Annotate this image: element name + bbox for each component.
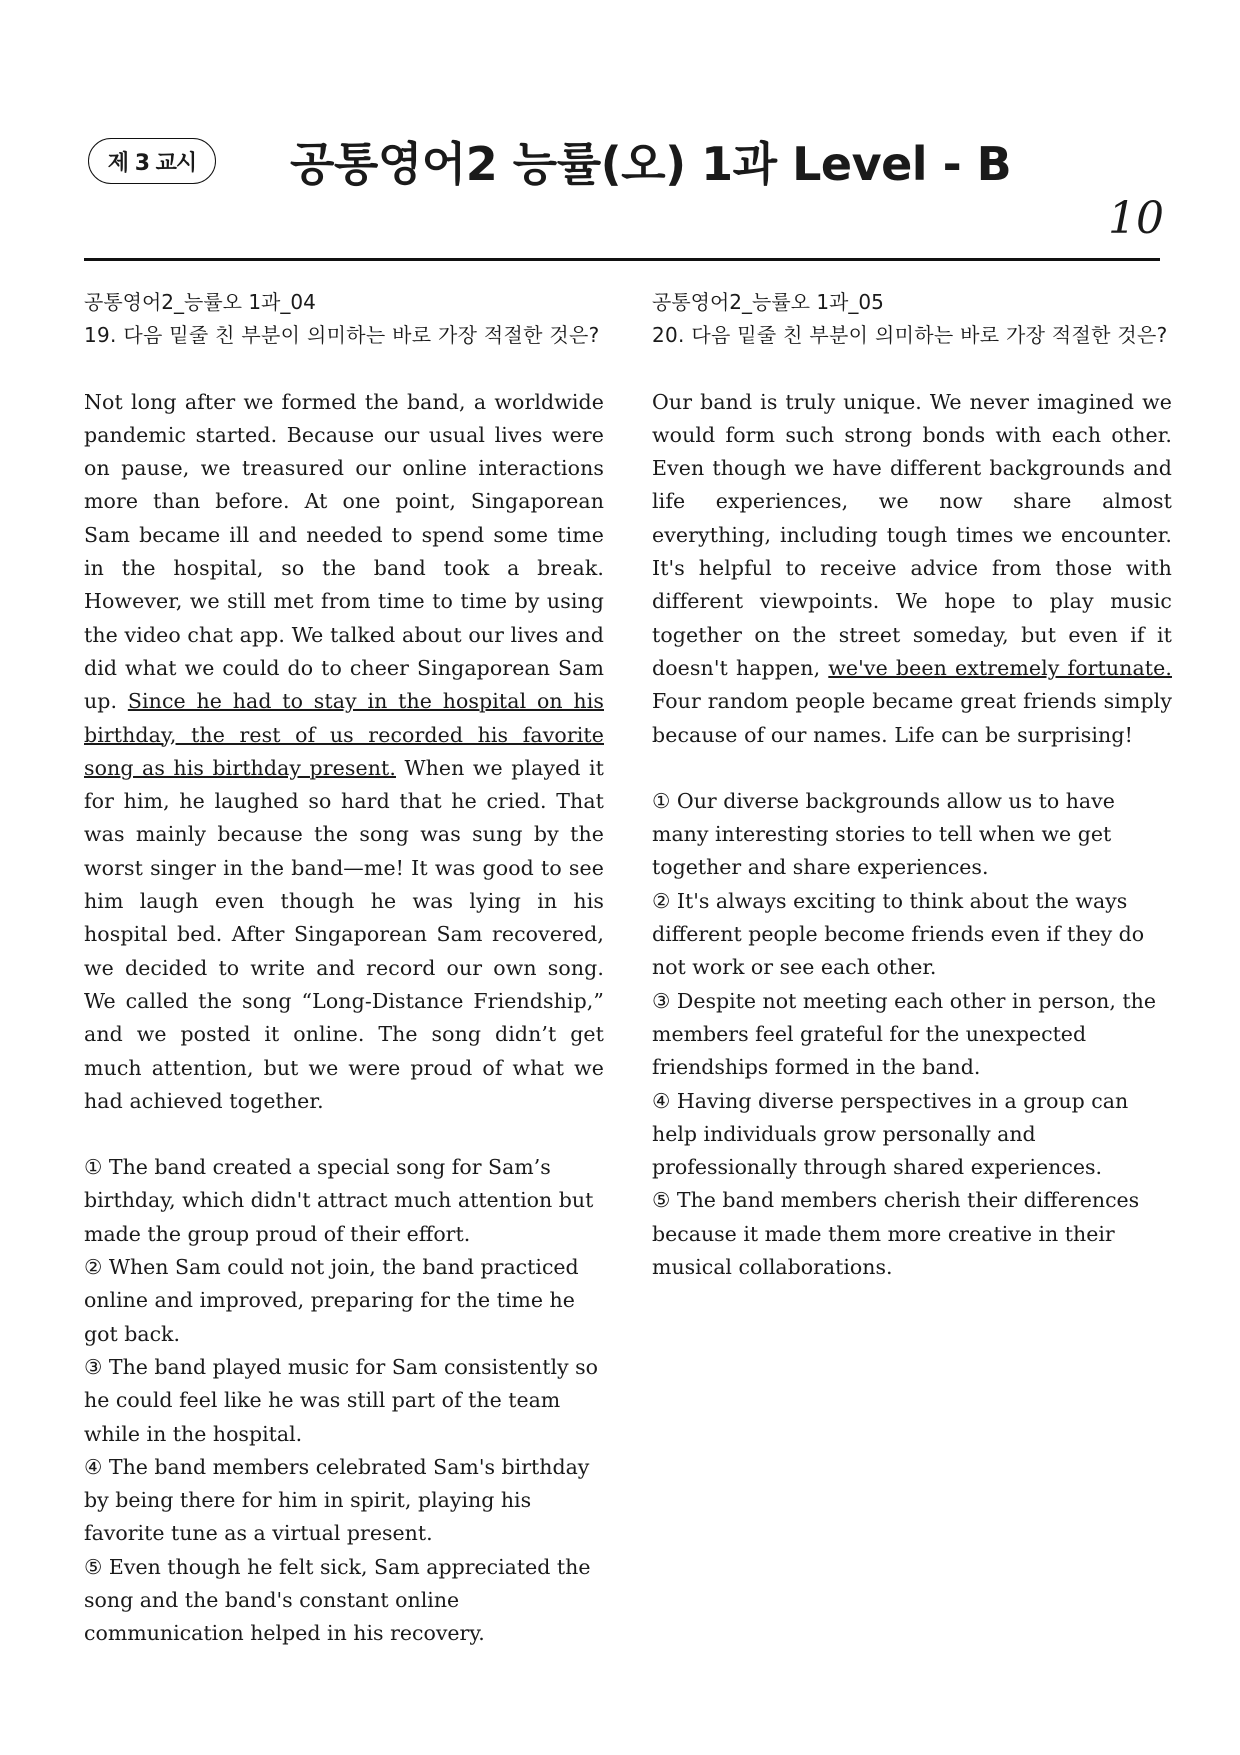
answer-options [652, 785, 1172, 1284]
passage-text: Four random people became great friends simply because of our names. Life can be surprising! [652, 689, 1172, 747]
header-divider [84, 258, 1160, 261]
question-code: 공통영어2_능률오 1과_05 [652, 290, 884, 314]
question-code: 공통영어2_능률오 1과_04 [84, 290, 316, 314]
option-1[interactable]: ① The band created a special song for Sam’s birthday, which didn't attract much attention but made the group proud of their effort. [84, 1155, 594, 1246]
option-2[interactable]: ② When Sam could not join, the band practiced online and improved, preparing for the time he got back. [84, 1255, 579, 1346]
passage [84, 386, 604, 1119]
option-5[interactable]: ⑤ Even though he felt sick, Sam appreciated the song and the band's constant online communication helped in his recovery. [84, 1554, 591, 1646]
underlined-phrase: Since he had to stay in the hospital on his birthday, the rest of us recorded his favorite song as his birthday present. [84, 689, 604, 780]
question-20 [652, 286, 1172, 1284]
passage-text: Our band is truly unique. We never imagined we would form such strong bonds with each other. Even though we have different backgrounds and life experiences, we now share almost everything, including tough times we encounter. It's helpful to receive advice from those with different viewpoints. We hope to play music together on the street someday, but even if it doesn't happen, [652, 389, 1172, 680]
page-number: 10 [1108, 193, 1164, 244]
option-3[interactable]: ③ The band played music for Sam consistently so he could feel like he was still part of the team while in the hospital. [84, 1354, 598, 1446]
question-19 [84, 286, 604, 1651]
underlined-phrase: we've been extremely fortunate. [828, 655, 1172, 680]
passage [652, 386, 1172, 752]
option-5[interactable]: ⑤ The band members cherish their differences because it made them more creative in their musical collaborations. [652, 1188, 1140, 1280]
passage-text: When we played it for him, he laughed so hard that he cried. That was mainly because the song was sung by the worst singer in the band—me! It was good to see him laugh even though he was lying in his hospital bed. After Singaporean Sam recovered, we decided to write and record our own song. We called the song “Long-Distance Friendship,” and we posted it online. The song didn’t get much attention, but we were proud of what we had achieved together. [84, 755, 604, 1113]
option-2[interactable]: ② It's always exciting to think about the ways different people become friends even if they do not work or see each other. [652, 888, 1145, 980]
page-title: 공통영어2 능률(오) 1과 Level - B [290, 137, 1012, 191]
option-3[interactable]: ③ Despite not meeting each other in person, the members feel grateful for the unexpected friendships formed in the band. [652, 988, 1156, 1080]
option-4[interactable]: ④ The band members celebrated Sam's birthday by being there for him in spirit, playing his favorite tune as a virtual present. [84, 1454, 590, 1546]
session-badge-label: 제 3 교시 [107, 150, 197, 176]
option-4[interactable]: ④ Having diverse perspectives in a group can help individuals grow personally and professionally through shared experiences. [652, 1088, 1129, 1180]
question-prompt: 20. 다음 밑줄 친 부분이 의미하는 바로 가장 적절한 것은? [652, 323, 1168, 348]
answer-options [84, 1151, 604, 1650]
option-1[interactable]: ① Our diverse backgrounds allow us to have many interesting stories to tell when we get together and share experiences. [652, 788, 1115, 880]
session-badge [88, 138, 216, 184]
passage-text: Not long after we formed the band, a worldwide pandemic started. Because our usual lives were on pause, we treasured our online interactions more than before. At one point, Singaporean Sam became ill and needed to spend some time in the hospital, so the band took a break. However, we still met from time to time by using the video chat app. We talked about our lives and did what we could do to cheer Singaporean Sam up. [84, 389, 604, 714]
question-prompt: 19. 다음 밑줄 친 부분이 의미하는 바로 가장 적절한 것은? [84, 323, 600, 348]
